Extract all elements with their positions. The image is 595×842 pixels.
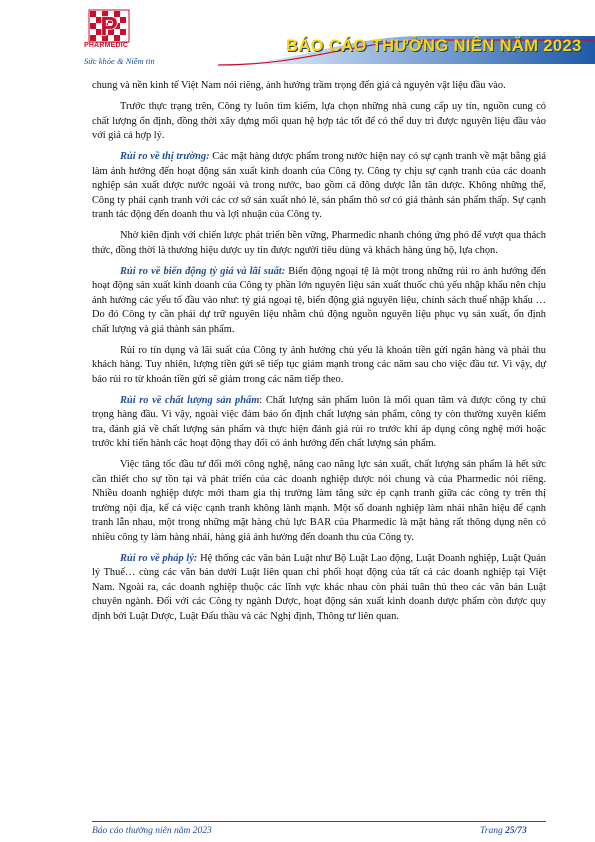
section-heading: Rủi ro về thị trường:	[120, 151, 210, 162]
page-header	[0, 0, 595, 78]
section-heading: Rủi ro về chất lượng sản phẩm	[120, 394, 260, 406]
paragraph: Nhờ kiên định với chiến lược phát triển bền vững, Pharmedic nhanh chóng ứng phó để vượt qua thách thức, đồng thời là thương hiệu dược uy tín được người tiêu dùng và khách hàng ủng hộ, lựa chọn.	[92, 230, 546, 256]
page-number: Trang 25/73	[480, 826, 527, 836]
section-heading: Rủi ro về pháp lý:	[120, 552, 198, 564]
paragraph-quality-risk: Rủi ro về chất lượng sản phẩm: Chất lượng sản phẩm luôn là mối quan tâm và được công ty chú trọng hàng đầu. Vì vậy, ngoài việc đảm bảo ổn định chất lượng sản phẩm, công ty còn thường xuyên kiểm tra, đánh giá về chất lượng sản phẩm và thực hiện đánh giá rủi ro trước khi áp dụng công nghệ mới hoặc trước khi tiến hành các hoạt động thay đổi có ảnh hưởng đến chất lượng sản phẩm.	[92, 394, 546, 449]
document-body	[92, 79, 546, 631]
paragraph: chung và nền kinh tế Việt Nam nói riêng, ảnh hưởng trầm trọng đến giá cả nguyên vật liệu đầu vào.	[92, 80, 506, 91]
paragraph-market-risk: Rủi ro về thị trường: Các mặt hàng dược phẩm trong nước hiện nay có sự cạnh tranh về mặt bằng giá làm ảnh hưởng đến hoạt động sản xuất kinh doanh của Công ty. Công ty chịu sự cạnh tranh của các doanh nghiệp sản xuất dược nước ngoài và trong nước, bao gồm cả đông dược lẫn tân dược. Không những thế, Công ty phải cạnh tranh với các cơ sở sản xuất nhỏ lẻ, sản phẩm thô sơ có giá thành sản phẩm thấp. Sự cạnh tranh tác động đến doanh thu và lợi nhuận của Công ty.	[92, 151, 546, 220]
footer-report-name: Báo cáo thường niên năm 2023	[92, 826, 212, 836]
section-heading: Rủi ro về biến động tỷ giá và lãi suất:	[120, 265, 286, 277]
brand-name: PHARMEDIC	[84, 42, 129, 49]
paragraph-fx-risk: Rủi ro về biến động tỷ giá và lãi suất: Biến động ngoại tệ là một trong những rủi ro ảnh hưởng đến hoạt động sản xuất kinh doanh của Công ty phần lớn nguyên liệu sản xuất thuốc chủ yếu nhập khẩu nên chịu ảnh hưởng các yếu tố đầu vào như: tỷ giá ngoại tệ, biến động giá nguyên liệu, chính sách thuế nhập khẩu …Do đó Công ty cần phải dự trữ nguyên liệu nhằm chủ động nguồn nguyên liệu phục vụ sản xuất, ổn định chất lượng và giá thành sản phẩm.	[92, 265, 546, 335]
paragraph: Rủi ro tín dụng và lãi suất của Công ty ảnh hưởng chủ yếu là khoản tiền gửi ngân hàng và phải thu khách hàng. Tuy nhiên, lượng tiền gửi sẽ tiếp tục giảm mạnh trong các năm sau cho việc đầu tư. Vì vậy, dự báo rủi ro từ khoản tiền gửi sẽ giảm trong các năm tiếp theo.	[92, 344, 546, 385]
pharmedic-logo	[88, 9, 130, 43]
report-title: BÁO CÁO THƯỜNG NIÊN NĂM 2023	[286, 37, 582, 55]
paragraph-legal-risk: Rủi ro về pháp lý: Hệ thống các văn bản Luật như Bộ Luật Lao động, Luật Doanh nghiệp, Luật Quản lý Thuế… cùng các văn bản dưới Luật liên quan chi phối hoạt động của tất cả các doanh nghiệp tại Việt Nam. Ngoài ra, các doanh nghiệp thuộc các lĩnh vực khác nhau còn phải tuân thủ theo các văn bản Luật chuyên ngành. Đối với các Công ty ngành Dược, hoạt động sản xuất kinh doanh dược phẩm còn được quy định bởi Luật Dược, Luật Đấu thầu và các Nghị định, Thông tư liên quan.	[92, 552, 546, 622]
brand-slogan: Sức khỏe & Niềm tin	[84, 56, 155, 66]
logo-letter: P	[100, 11, 118, 41]
paragraph: Việc tăng tốc đầu tư đổi mới công nghệ, nâng cao năng lực sản xuất, chất lượng sản phẩm là hết sức cần thiết cho sự tồn tại và phát triển của các doanh nghiệp dược nói chung và của Pharmedic nói riêng. Nhiều doanh nghiệp dược mới tham gia thị trường làm tăng sức ép cạnh tranh giữa các công ty trên thị trường nội địa, kể cả việc cạnh tranh không lành mạnh. Một số doanh nghiệp làm nhái nhãn hiệu để cạnh tranh lẫn nhau, một trong những mặt hàng chủ lực BAR của Pharmedic là mặt hàng rất thông dụng nên có nhiều công ty làm hàng nhái, hàng giả ảnh hưởng đến doanh thu của Công ty.	[92, 459, 546, 543]
footer-divider	[92, 821, 546, 822]
paragraph: Trước thực trạng trên, Công ty luôn tìm kiếm, lựa chọn những nhà cung cấp uy tín, nguồn cung có chất lượng ổn định, đồng thời xây dựng mối quan hệ hợp tác tốt để có thể duy trì được nguyên liệu đầu vào với giá cả hợp lý.	[92, 101, 546, 141]
